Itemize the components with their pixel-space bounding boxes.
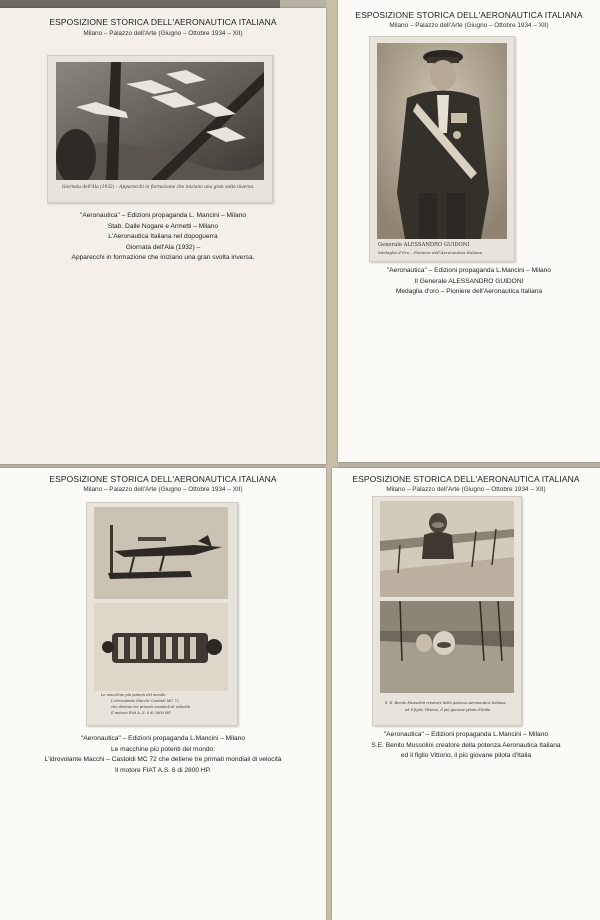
photo-seaplane-mc72 — [94, 507, 228, 599]
photo-vittorio-cockpit — [380, 601, 514, 693]
caption-line: S.E. Benito Mussolini creatore della potenza Aeronautica Italiana — [371, 741, 561, 749]
caption-line: "Aeronautica" – Edizioni propaganda L.Mancini – Milano — [386, 267, 552, 274]
postcard-mc72[interactable] — [86, 502, 238, 726]
caption-line: L'Aeronautica Italiana nel dopoguerra — [108, 233, 218, 241]
page-caption — [0, 734, 326, 776]
album-page-4 — [332, 468, 600, 920]
photo-mussolini-biplane — [380, 501, 514, 597]
caption-line: Il motore FIAT A.S. 6 di 2800 HP. — [114, 766, 212, 774]
page-caption — [332, 730, 600, 762]
postcard-caption: Giornata dell'Ala (1932) – Apparecchi in formazione che iniziano una gran volta inversa. — [62, 185, 255, 190]
postcard-formation[interactable] — [47, 55, 273, 203]
photo-general-guidoni — [377, 43, 507, 239]
caption-line: Le macchine più potenti del mondo: — [110, 745, 216, 753]
postcard-guidoni[interactable] — [369, 36, 515, 262]
caption-line: "Aeronautica" – Edizioni propaganda L.Mancini – Milano — [383, 731, 549, 738]
page-title: ESPOSIZIONE STORICA DELL'AERONAUTICA ITALIANA — [49, 17, 277, 27]
postcard-caption: S. E. Benito Mussolini creatore della potenza Aeronautica Italiana, — [385, 701, 507, 705]
album-edge — [0, 0, 280, 8]
postcard-caption: ed il figlio Vittorio, il più giovane pilota d'Italia — [405, 708, 491, 712]
album-page-2 — [338, 0, 600, 462]
page-subtitle: Milano – Palazzo dell'Arte (Giugno – Ottobre 1934 – XII) — [386, 486, 546, 493]
photo-formation-aircraft — [56, 62, 264, 180]
page-caption — [338, 266, 600, 298]
album-page-3 — [0, 468, 326, 920]
photo-engine-fiat — [94, 603, 228, 691]
album-page-1 — [0, 8, 326, 464]
postcard-caption-desc: Medaglia d'Oro – Pioniere dell'Aeronautica Italiana — [378, 250, 483, 255]
page-title: ESPOSIZIONE STORICA DELL'AERONAUTICA ITALIANA — [355, 10, 583, 20]
caption-line: Il Generale ALESSANDRO GUIDONI — [414, 277, 524, 285]
page-caption — [0, 211, 326, 264]
page-subtitle: Milano – Palazzo dell'Arte (Giugno – Ottobre 1934 – XII) — [83, 486, 243, 493]
caption-line: ed il figlio Vittorio, il più giovane pilota d'Italia — [400, 752, 532, 760]
postcard-caption: che detiene tre primati mondiali di velocità — [111, 705, 190, 709]
postcard-mussolini[interactable] — [372, 496, 522, 726]
caption-line: Apparecchi in formazione che iniziano una gran svolta inversa. — [71, 254, 255, 262]
postcard-caption: L'idrovolante Macchi Castoldi MC 72 — [111, 699, 179, 703]
page-title: ESPOSIZIONE STORICA DELL'AERONAUTICA ITALIANA — [352, 474, 580, 484]
caption-line: Medaglia d'oro – Pioniere dell'Aeronautica Italiana — [395, 288, 543, 296]
caption-line: L'idrovolante Macchi – Castoldi MC 72 che detiene tre primati mondiali di velocità — [44, 756, 282, 764]
page-title: ESPOSIZIONE STORICA DELL'AERONAUTICA ITALIANA — [49, 474, 277, 484]
caption-line: Stab. Dalle Nogare e Armetti – Milano — [107, 222, 219, 230]
page-subtitle: Milano – Palazzo dell'Arte (Giugno – Ottobre 1934 – XII) — [83, 30, 243, 37]
postcard-caption: Il motore Fiat A. S. 6 di 2800 HP. — [111, 711, 172, 715]
postcard-caption-name: Generale ALESSANDRO GUIDONI — [378, 242, 470, 248]
caption-line: Giornata dell'Ala (1932) – — [125, 243, 201, 251]
caption-line: "Aeronautica" – Edizioni propaganda L.Mancini – Milano — [80, 735, 246, 742]
page-subtitle: Milano – Palazzo dell'Arte (Giugno – Ottobre 1934 – XII) — [389, 22, 549, 29]
postcard-caption: Le macchine più potenti del mondo: — [101, 693, 167, 697]
caption-line: "Aeronautica" – Edizioni propaganda L. Mancini – Milano — [80, 212, 246, 219]
